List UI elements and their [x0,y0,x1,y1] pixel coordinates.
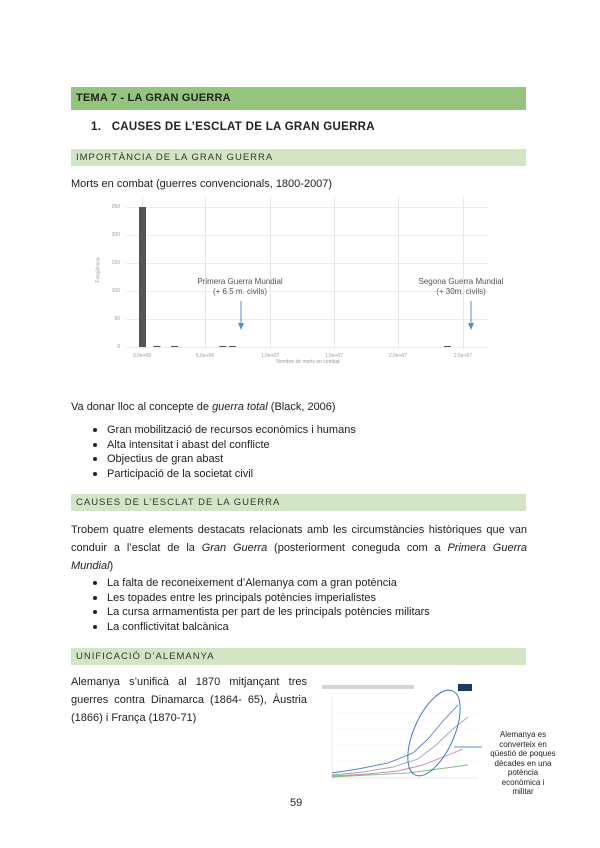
annotation-ww2-label: Segona Guerra Mundial [418,277,504,286]
causes-list [91,576,511,634]
histogram-bar [444,346,451,347]
annotation-ww1-sub: (+ 6.5 m. civils) [212,287,267,296]
plot-area [126,197,489,349]
subsection-header-causes: CAUSES DE L’ESCLAT DE LA GUERRA [71,494,526,511]
x-tick: 2.0e+07 [388,353,408,359]
y-tick: 250 [111,204,120,210]
total-war-suffix: (Black, 2006) [267,401,336,413]
causes-paragraph [71,521,527,575]
subsection-header-unification: UNIFICACIÓ D’ALEMANYA [71,648,526,665]
annotation-ww2-sub: (+ 30m. civils) [436,287,486,296]
total-war-list [91,423,511,481]
causes-em-2: Primera Guerra Mundial [71,542,528,572]
chapter-header: TEMA 7 - LA GRAN GUERRA [71,87,526,110]
x-tick: 2.5e+07 [453,353,473,359]
x-tick: 1.0e+07 [260,353,280,359]
x-tick: 5.0e+06 [195,353,215,359]
histogram-bar [153,346,160,347]
section-title [91,121,375,133]
list-item: Participació de la societat civil [91,467,511,482]
section-title-text: CAUSES DE L’ESCLAT DE LA GRAN GUERRA [111,121,375,133]
germany-side-note: Alemanya es converteix en qüestió de poques dècades en una potència econòmica i militar [490,730,556,796]
unification-paragraph: Alemanya s’unificà al 1870 mitjançant tres guerres contra Dinamarca (1864- 65), Àustria (1866) i França (1870-71) [71,676,307,724]
list-item: La conflictivitat balcànica [91,620,511,635]
histogram-bar [229,346,236,347]
growth-chart-graphic [318,683,483,788]
causes-em-1: Gran Guerra [201,542,268,554]
causes-text-3: ) [109,560,114,572]
y-tick: 200 [111,232,120,238]
x-axis-label: Nombre de morts en combat [276,359,340,365]
total-war-sentence [71,400,336,415]
x-tick: 1.5e+07 [324,353,344,359]
y-tick: 150 [111,260,120,266]
y-tick: 0 [117,344,120,350]
page-number: 59 [290,797,303,809]
causes-text-1: Trobem quatre elements destacats relacionats amb les circumstàncies històriques que van conduir a l’esclat de la [71,524,527,554]
list-item: Objectius de gran abast [91,452,511,467]
histogram-bar [219,346,226,347]
histogram-bar [171,346,178,347]
bars-layer [126,197,489,349]
list-item: La cursa armamentista per part de les principals potències militars [91,605,511,620]
histogram-bar [139,207,146,347]
annotation-ww1-label: Primera Guerra Mundial [197,277,283,286]
list-item: La falta de reconeixement d’Alemanya com a gran potència [91,576,511,591]
x-tick: 0.0e+00 [132,353,152,359]
list-item: Les topades entre les principals potències imperialistes [91,591,511,606]
annotation-ww1 [190,277,290,297]
annotation-ww2 [411,277,511,297]
y-tick: 50 [114,316,120,322]
subsection-header-importance: IMPORTÀNCIA DE LA GRAN GUERRA [71,149,526,166]
list-item: Gran mobilització de recursos econòmics i humans [91,423,511,438]
list-item: Alta intensitat i abast del conflicte [91,438,511,453]
y-axis-label: Freqüència [95,257,102,283]
germany-growth-chart-image [318,683,483,788]
battle-deaths-chart [95,197,504,365]
section-number: 1. [91,121,102,133]
causes-text-2: (posteriorment coneguda com a [267,542,448,554]
y-tick: 100 [111,288,120,294]
arrow-ww2-icon [466,301,476,331]
total-war-term: guerra total [212,401,268,413]
arrow-ww1-icon [236,301,246,331]
total-war-prefix: Va donar lloc al concepte de [71,401,213,413]
chart-intro: Morts en combat (guerres convencionals, 1800-2007) [71,178,333,190]
